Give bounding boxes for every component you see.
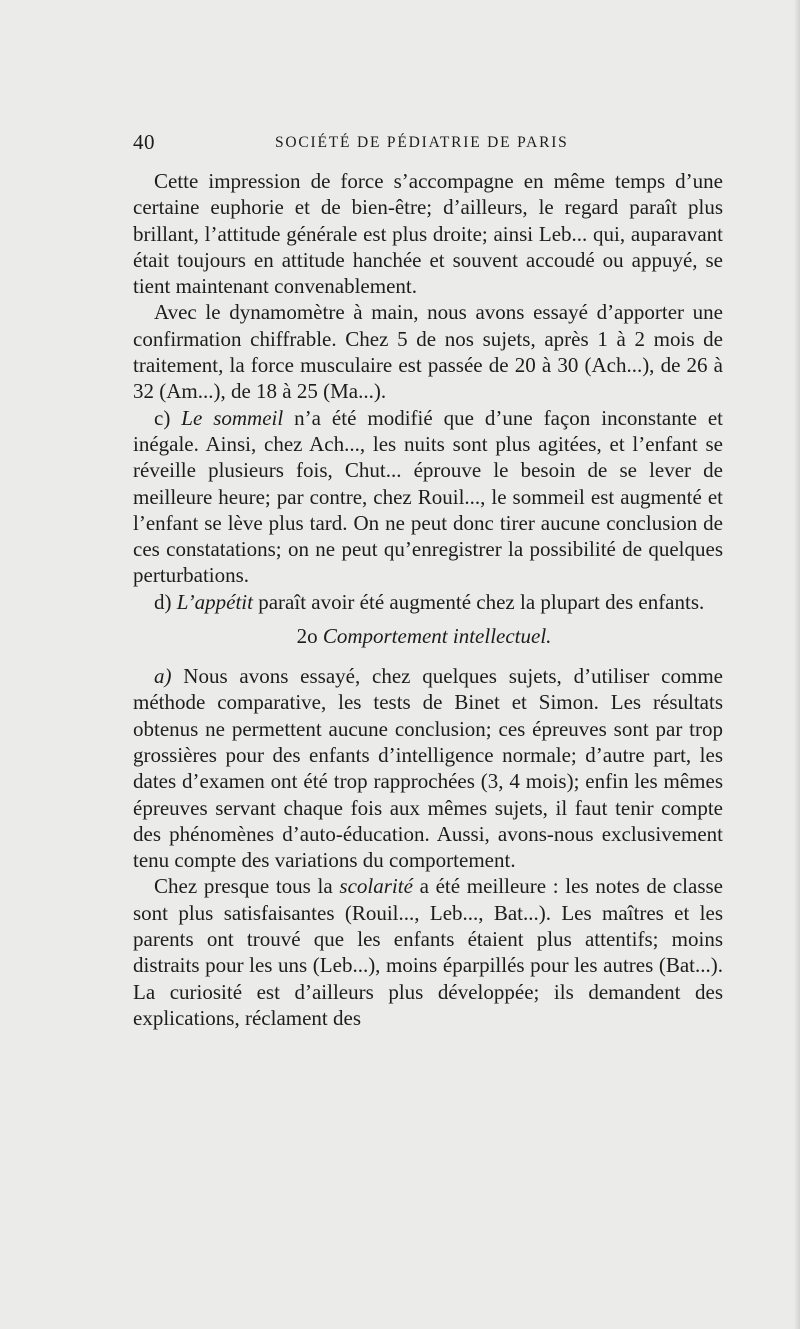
schooling-text: a été meilleure : les notes de classe sont plus satisfaisantes (Rouil..., Leb..., Bat...). Les maîtres et les parents ont trouvé que les enfants étaient plus attentifs; moins distraits pour les uns (Leb...), moins éparpillés pour les autres (Bat...). La curiosité est d’ailleurs plus développée; ils demandent des explications, réclament des	[133, 874, 724, 1030]
appetite-term: L’appétit	[176, 589, 253, 614]
paragraph-tests	[133, 663, 723, 873]
page-edge-shadow	[794, 0, 800, 1329]
item-label-a: a)	[154, 664, 172, 689]
paragraph-schooling	[133, 873, 723, 1031]
page-number: 40	[133, 130, 155, 154]
schooling-lead: Chez presque tous la	[154, 874, 340, 899]
item-label-c: c)	[154, 405, 182, 430]
paragraph-sleep	[133, 405, 723, 589]
page-header	[133, 130, 723, 158]
section-number: 2o	[296, 624, 323, 649]
tests-text: Nous avons essayé, chez quelques sujets, d’utiliser comme méthode comparative, les tests de Binet et Simon. Les résultats obtenus ne permettent aucune conclusion; ces épreuves sont par trop grossières pour des enfants d’intelligence normale; d’autre part, les dates d’examen ont été trop rapprochées (3, 4 mois); enfin les mêmes épreuves servant chaque fois aux mêmes sujets, il faut tenir compte des phénomènes d’auto-éducation. Aussi, avons-nous exclusivement tenu compte des variations du comportement.	[133, 664, 723, 873]
paragraph-dynamometer: Avec le dynamomètre à main, nous avons essayé d’apporter une confirmation chiffrable. Chez 5 de nos sujets, après 1 à 2 mois de traitement, la force musculaire est passée de 20 à 30 (Ach...), de 26 à 32 (Am...), de 18 à 25 (Ma...).	[133, 300, 723, 404]
schooling-term: scolarité	[339, 874, 413, 899]
running-title: SOCIÉTÉ DE PÉDIATRIE DE PARIS	[275, 134, 569, 151]
item-label-d: d)	[154, 589, 177, 614]
appetite-text: paraît avoir été augmenté chez la plupart des enfants.	[252, 589, 705, 614]
section-title: Comportement intellectuel.	[322, 624, 552, 649]
sleep-text: n’a été modifié que d’une façon inconstante et inégale. Ainsi, chez Ach..., les nuits sont plus agitées, et l’enfant se réveille plusieurs fois, Chut... éprouve le besoin de se lever de meilleure heure; par contre, chez Rouil..., le sommeil est augmenté et l’enfant se lève plus tard. On ne peut donc tirer aucune conclusion de ces constatations; on ne peut qu’enregistrer la possibilité de quelques perturbations.	[133, 405, 723, 588]
section-heading	[133, 623, 723, 649]
paragraph-appetite	[133, 589, 723, 615]
body-text	[133, 168, 723, 1031]
sleep-term: Le sommeil	[181, 405, 284, 430]
paragraph-force: Cette impression de force s’accompagne en même temps d’une certaine euphorie et de bien-être; d’ailleurs, le regard paraît plus brillant, l’attitude générale est plus droite; ainsi Leb... qui, auparavant était toujours en attitude hanchée et souvent accoudé ou appuyé, se tient maintenant convenablement.	[133, 169, 723, 299]
